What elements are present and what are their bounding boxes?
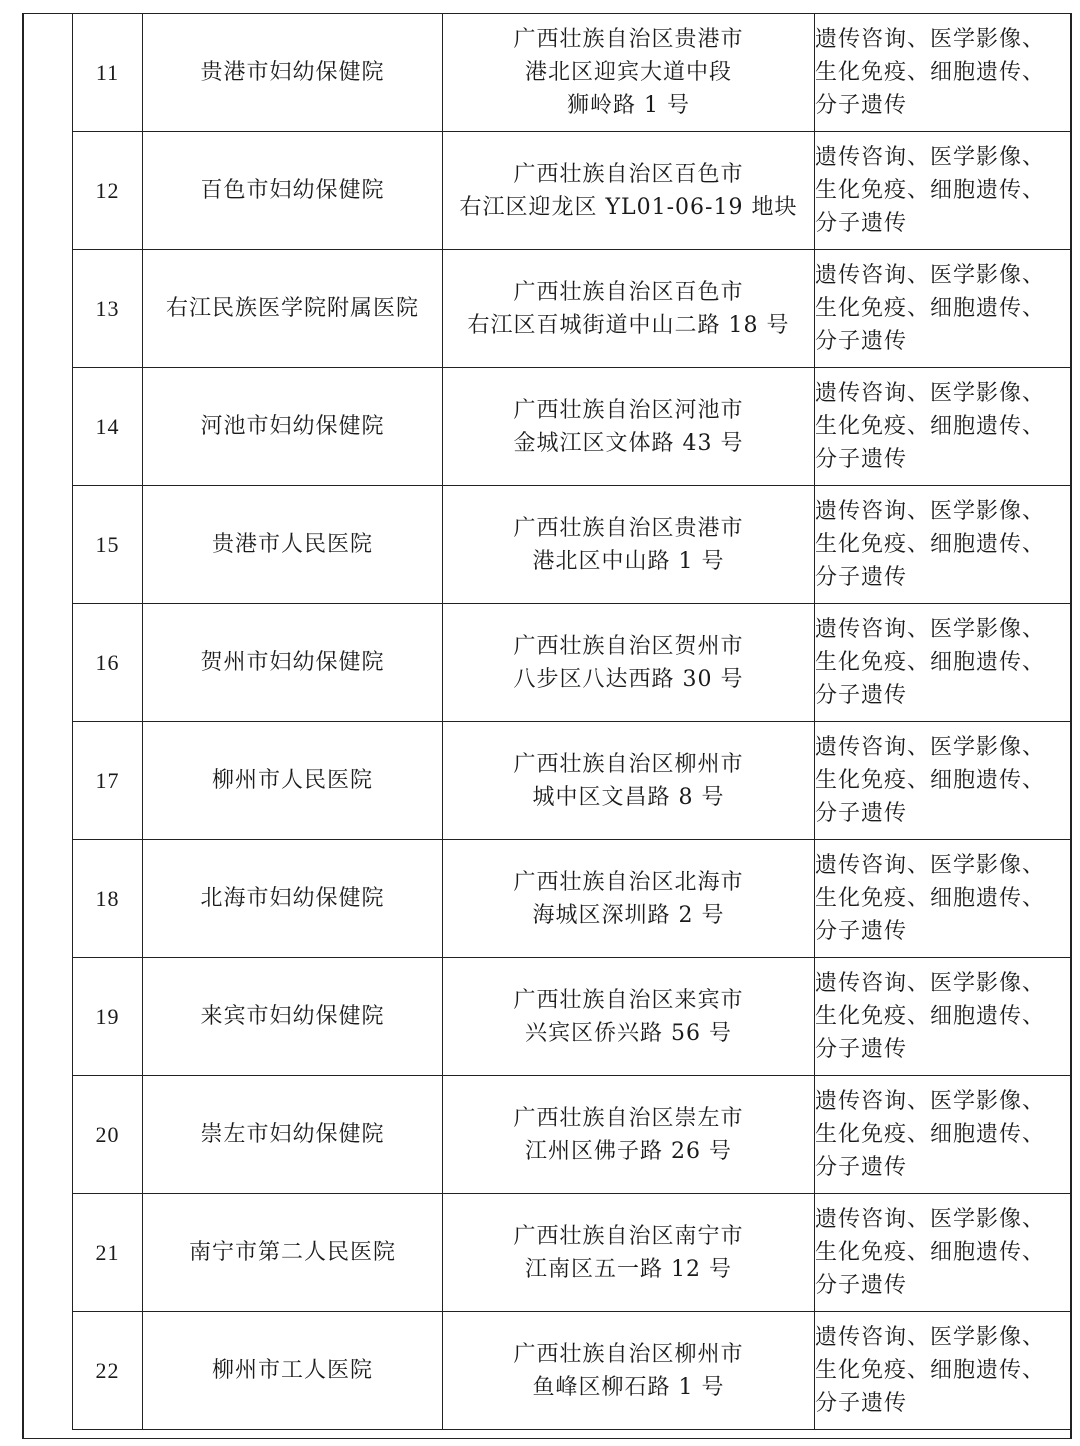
row-number: 20 xyxy=(73,1076,143,1194)
service-line: 生化免疫、细胞遗传、 xyxy=(815,650,1046,675)
service-line: 分子遗传 xyxy=(815,1155,908,1180)
address-line: 广西壮族自治区北海市 xyxy=(513,869,744,895)
row-number: 18 xyxy=(73,840,143,958)
service-line: 分子遗传 xyxy=(815,683,908,708)
service-items xyxy=(815,958,1071,1076)
service-items xyxy=(815,250,1071,368)
hospital-name: 崇左市妇幼保健院 xyxy=(143,1076,443,1194)
hospital-address xyxy=(443,132,815,250)
row-number: 19 xyxy=(73,958,143,1076)
row-number: 13 xyxy=(73,250,143,368)
table-row xyxy=(73,14,1071,132)
service-line: 遗传咨询、医学影像、 xyxy=(815,145,1046,170)
table-row xyxy=(73,604,1071,722)
service-items xyxy=(815,1194,1071,1312)
service-line: 遗传咨询、医学影像、 xyxy=(815,499,1046,524)
table-row xyxy=(73,722,1071,840)
address-line: 江南区五一路 12 号 xyxy=(525,1256,732,1282)
address-line: 港北区迎宾大道中段 xyxy=(524,60,732,85)
row-number: 21 xyxy=(73,1194,143,1312)
address-line: 江州区佛子路 26 号 xyxy=(525,1138,732,1164)
address-line: 八步区八达西路 30 号 xyxy=(513,666,744,692)
service-line: 生化免疫、细胞遗传、 xyxy=(815,1004,1046,1029)
row-number: 16 xyxy=(73,604,143,722)
service-line: 遗传咨询、医学影像、 xyxy=(815,853,1046,878)
service-line: 分子遗传 xyxy=(815,919,908,944)
table-row xyxy=(73,1194,1071,1312)
address-line: 兴宾区侨兴路 56 号 xyxy=(525,1020,732,1046)
hospital-name: 柳州市人民医院 xyxy=(143,722,443,840)
service-line: 分子遗传 xyxy=(815,93,908,118)
address-line: 广西壮族自治区河池市 xyxy=(513,397,744,423)
service-items xyxy=(815,14,1071,132)
service-items xyxy=(815,604,1071,722)
address-line: 港北区中山路 1 号 xyxy=(532,548,725,574)
hospital-name: 右江民族医学院附属医院 xyxy=(143,250,443,368)
hospital-address xyxy=(443,1194,815,1312)
table-row xyxy=(73,1076,1071,1194)
row-number: 15 xyxy=(73,486,143,604)
address-line: 海城区深圳路 2 号 xyxy=(532,902,725,928)
hospital-table xyxy=(72,13,1071,1430)
service-items xyxy=(815,486,1071,604)
row-number: 17 xyxy=(73,722,143,840)
service-line: 分子遗传 xyxy=(815,329,908,354)
hospital-name: 柳州市工人医院 xyxy=(143,1312,443,1430)
hospital-name: 北海市妇幼保健院 xyxy=(143,840,443,958)
service-line: 生化免疫、细胞遗传、 xyxy=(815,768,1046,793)
hospital-address xyxy=(443,1076,815,1194)
address-line: 广西壮族自治区贵港市 xyxy=(513,515,744,541)
hospital-name: 河池市妇幼保健院 xyxy=(143,368,443,486)
address-line: 广西壮族自治区百色市 xyxy=(513,161,744,187)
address-line: 广西壮族自治区柳州市 xyxy=(513,751,744,777)
address-line: 广西壮族自治区来宾市 xyxy=(513,987,744,1013)
hospital-address xyxy=(443,14,815,132)
address-line: 广西壮族自治区百色市 xyxy=(513,279,744,305)
service-line: 分子遗传 xyxy=(815,1273,908,1298)
address-line: 右江区百城街道中山二路 18 号 xyxy=(467,312,790,338)
service-line: 生化免疫、细胞遗传、 xyxy=(815,296,1046,321)
table-body xyxy=(73,14,1071,1430)
table-row xyxy=(73,368,1071,486)
hospital-address xyxy=(443,1312,815,1430)
hospital-address xyxy=(443,840,815,958)
service-line: 遗传咨询、医学影像、 xyxy=(815,27,1046,52)
table-row xyxy=(73,840,1071,958)
table-row xyxy=(73,486,1071,604)
service-line: 分子遗传 xyxy=(815,1037,908,1062)
row-number: 12 xyxy=(73,132,143,250)
service-line: 生化免疫、细胞遗传、 xyxy=(815,532,1046,557)
address-line: 广西壮族自治区南宁市 xyxy=(513,1223,744,1249)
service-line: 遗传咨询、医学影像、 xyxy=(815,1325,1046,1350)
address-line: 广西壮族自治区贵港市 xyxy=(513,27,744,52)
address-line: 广西壮族自治区崇左市 xyxy=(513,1105,744,1131)
service-line: 生化免疫、细胞遗传、 xyxy=(815,1358,1046,1383)
hospital-address xyxy=(443,486,815,604)
row-number: 14 xyxy=(73,368,143,486)
service-items xyxy=(815,132,1071,250)
service-items xyxy=(815,840,1071,958)
service-line: 分子遗传 xyxy=(815,447,908,472)
service-line: 分子遗传 xyxy=(815,211,908,236)
service-line: 生化免疫、细胞遗传、 xyxy=(815,1240,1046,1265)
service-items xyxy=(815,722,1071,840)
row-number: 22 xyxy=(73,1312,143,1430)
hospital-name: 来宾市妇幼保健院 xyxy=(143,958,443,1076)
hospital-address xyxy=(443,368,815,486)
hospital-name: 百色市妇幼保健院 xyxy=(143,132,443,250)
service-items xyxy=(815,368,1071,486)
hospital-name: 南宁市第二人民医院 xyxy=(143,1194,443,1312)
address-line: 城中区文昌路 8 号 xyxy=(532,784,725,810)
address-line: 广西壮族自治区贺州市 xyxy=(513,633,744,659)
table-row xyxy=(73,958,1071,1076)
service-line: 遗传咨询、医学影像、 xyxy=(815,381,1046,406)
service-line: 遗传咨询、医学影像、 xyxy=(815,971,1046,996)
row-number: 11 xyxy=(73,14,143,132)
service-line: 生化免疫、细胞遗传、 xyxy=(815,414,1046,439)
service-line: 分子遗传 xyxy=(815,1391,908,1416)
service-line: 生化免疫、细胞遗传、 xyxy=(815,178,1046,203)
service-items xyxy=(815,1312,1071,1430)
service-line: 遗传咨询、医学影像、 xyxy=(815,1207,1046,1232)
service-line: 生化免疫、细胞遗传、 xyxy=(815,886,1046,911)
address-line: 狮岭路 1 号 xyxy=(567,93,690,118)
address-line: 金城江区文体路 43 号 xyxy=(513,430,744,456)
hospital-name: 贵港市妇幼保健院 xyxy=(143,14,443,132)
service-line: 遗传咨询、医学影像、 xyxy=(815,263,1046,288)
address-line: 广西壮族自治区柳州市 xyxy=(513,1341,744,1367)
address-line: 鱼峰区柳石路 1 号 xyxy=(532,1374,725,1400)
service-items xyxy=(815,1076,1071,1194)
table-row xyxy=(73,1312,1071,1430)
service-line: 生化免疫、细胞遗传、 xyxy=(815,60,1046,85)
service-line: 生化免疫、细胞遗传、 xyxy=(815,1122,1046,1147)
service-line: 分子遗传 xyxy=(815,565,908,590)
hospital-address xyxy=(443,250,815,368)
service-line: 遗传咨询、医学影像、 xyxy=(815,617,1046,642)
service-line: 遗传咨询、医学影像、 xyxy=(815,1089,1046,1114)
hospital-name: 贺州市妇幼保健院 xyxy=(143,604,443,722)
table-row xyxy=(73,250,1071,368)
hospital-address xyxy=(443,604,815,722)
address-line: 右江区迎龙区 YL01-06-19 地块 xyxy=(459,194,798,220)
hospital-name: 贵港市人民医院 xyxy=(143,486,443,604)
service-line: 分子遗传 xyxy=(815,801,908,826)
service-line: 遗传咨询、医学影像、 xyxy=(815,735,1046,760)
hospital-address xyxy=(443,722,815,840)
hospital-address xyxy=(443,958,815,1076)
table-row xyxy=(73,132,1071,250)
